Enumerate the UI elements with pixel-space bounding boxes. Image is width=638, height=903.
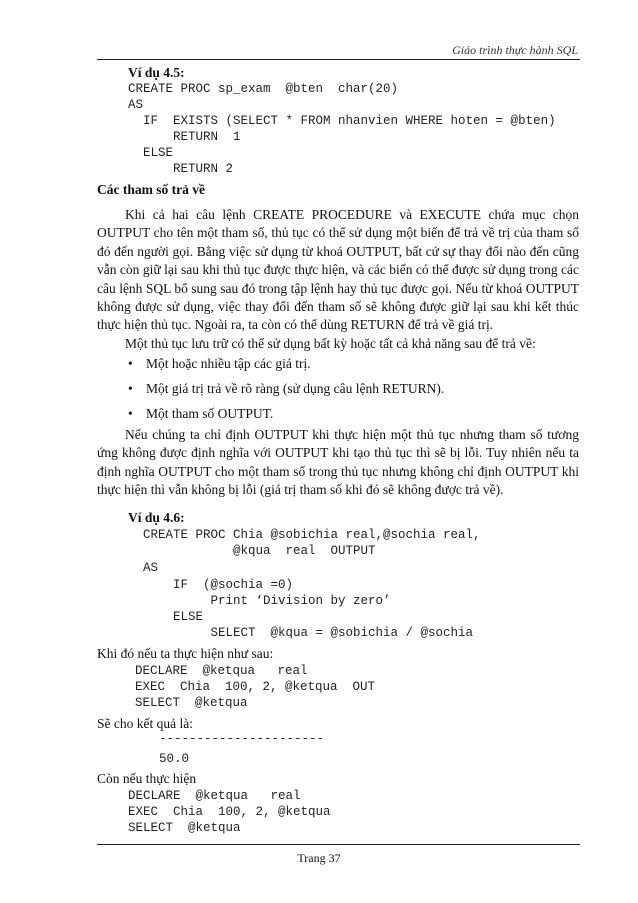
example-4-6-code-line: Print ‘Division by zero’ bbox=[143, 594, 391, 608]
bullet-icon: • bbox=[128, 356, 133, 371]
run-1-code-line: SELECT @ketqua bbox=[135, 696, 248, 710]
run-1-label: Khi đó nếu ta thực hiện như sau: bbox=[97, 646, 274, 661]
run-2-code-line: EXEC Chia 100, 2, @ketqua bbox=[128, 805, 331, 819]
bullet-item: • Một hoặc nhiều tập các giá trị. bbox=[128, 356, 311, 371]
result-value: 50.0 bbox=[159, 752, 190, 766]
header-title: Giáo trình thực hành SQL bbox=[452, 43, 578, 57]
example-4-5-code-line: RETURN 1 bbox=[128, 130, 241, 144]
example-4-5-label: Ví dụ 4.5: bbox=[128, 65, 185, 80]
paragraph-output-params: Khi cả hai câu lệnh CREATE PROCEDURE và EXECUTE chứa mục chọn OUTPUT cho tên một tham số, thủ tục có thể sử dụng một biến để trả về trị của tham số đó đến người gọi. Bằng việc sử dụng từ khoá OUTPUT, bất cứ sự thay đổi nào đến cũng vẫn còn giữ lại sau khi thủ tục được thực hiện, và các biến có thể được sử dụng trong các câu lệnh SQL bổ sung sau đó trong tập lệnh hay thủ tục được gọi. Nếu từ khoá OUTPUT không được sử dụng, việc thay đổi đến tham số sẽ không được giữ lại sau khi kết thúc thực hiện thủ tục. Ngoài ra, ta còn có thể dùng RETURN để trả về giá trị. bbox=[97, 207, 579, 333]
example-4-5-code-line: IF EXISTS (SELECT * FROM nhanvien WHERE hoten = @bten) bbox=[128, 114, 556, 128]
paragraph-return-options: Một thủ tục lưu trữ có thể sử dụng bất kỳ hoặc tất cả khả năng sau để trả về: bbox=[125, 336, 536, 351]
example-4-6-code-line: @kqua real OUTPUT bbox=[143, 544, 376, 558]
bullet-item: • Một giá trị trả về rõ ràng (sử dụng câu lệnh RETURN). bbox=[128, 381, 445, 396]
run-1-code-line: DECLARE @ketqua real bbox=[135, 664, 308, 678]
page-number: Trang 37 bbox=[297, 851, 341, 865]
section-title: Các tham số trả về bbox=[97, 182, 205, 197]
example-4-6-code-line: CREATE PROC Chia @sobichia real,@sochia real, bbox=[143, 528, 481, 542]
example-4-5-code-line: ELSE bbox=[128, 146, 174, 160]
header-rule bbox=[97, 59, 580, 60]
example-4-6-code-line: ELSE bbox=[143, 610, 204, 624]
example-4-6-code-line: SELECT @kqua = @sobichia / @sochia bbox=[143, 626, 474, 640]
example-4-5-code-line: CREATE PROC sp_exam @bten char(20) bbox=[128, 82, 399, 96]
run-1-code-line: EXEC Chia 100, 2, @ketqua OUT bbox=[135, 680, 376, 694]
result-label: Sẽ cho kết quả là: bbox=[97, 716, 193, 731]
paragraph-output-errors: Nếu chúng ta chỉ định OUTPUT khi thực hiện một thủ tục nhưng tham số tương ứng không được định nghĩa với OUTPUT khi tạo thủ tục thì sẽ bị lỗi. Tuy nhiên nếu ta định nghĩa OUTPUT cho một tham số trong thủ tục nhưng không chỉ định OUTPUT khi thực hiện thì vẫn không bị lỗi (giá trị tham số khi đó sẽ không được trả về). bbox=[97, 427, 579, 498]
example-4-5-code-line: AS bbox=[128, 98, 144, 112]
run-2-label: Còn nếu thực hiện bbox=[97, 771, 197, 786]
footer-rule bbox=[97, 844, 580, 845]
bullet-icon: • bbox=[128, 381, 133, 396]
example-4-6-code-line: IF (@sochia =0) bbox=[143, 578, 294, 592]
bullet-item: • Một tham số OUTPUT. bbox=[128, 406, 274, 421]
example-4-5-code-line: RETURN 2 bbox=[128, 162, 234, 176]
run-2-code-line: DECLARE @ketqua real bbox=[128, 789, 301, 803]
example-4-6-label: Ví dụ 4.6: bbox=[128, 510, 185, 525]
bullet-icon: • bbox=[128, 406, 133, 421]
example-4-6-code-line: AS bbox=[143, 561, 159, 575]
run-2-code-line: SELECT @ketqua bbox=[128, 821, 241, 835]
result-divider: ---------------------- bbox=[159, 732, 325, 746]
